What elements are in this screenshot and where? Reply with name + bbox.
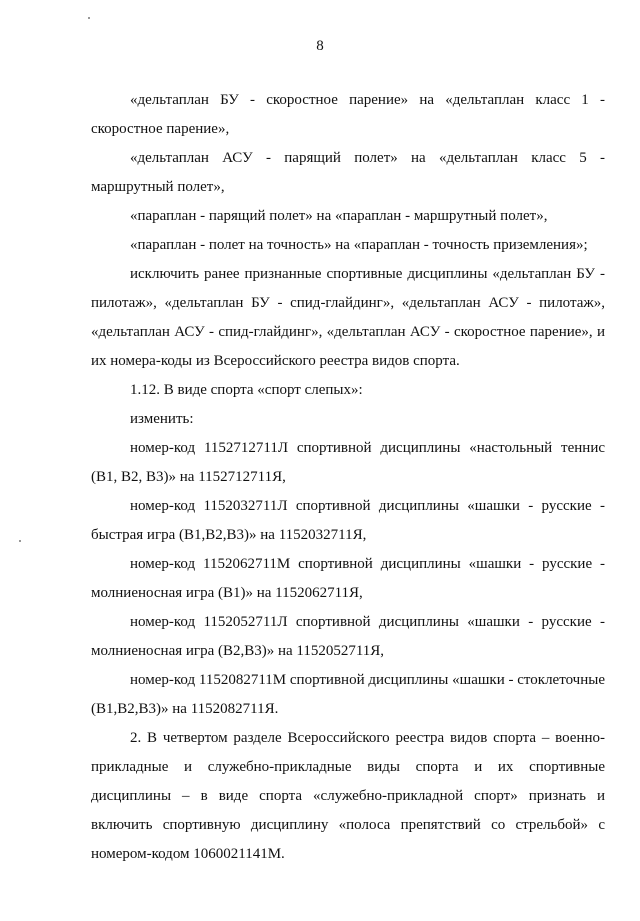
paragraph-table-tennis-code: номер-код 1152712711Л спортивной дисциплины «настольный теннис (В1, В2, В3)» на 1152712711Я,	[91, 440, 605, 485]
paragraph-paraglider-accuracy: «параплан - полет на точность» на «параплан - точность приземления»;	[130, 237, 588, 253]
paragraph-checkers-100-code: номер-код 1152082711М спортивной дисциплины «шашки - стоклеточные (В1,В2,В3)» на 1152082711Я.	[91, 672, 605, 717]
paragraph-hang-glider-asu: «дельтаплан АСУ - парящий полет» на «дельтаплан класс 5 - маршрутный полет»,	[91, 150, 605, 195]
paragraph-section-1-12: 1.12. В виде спорта «спорт слепых»:	[130, 382, 363, 398]
paragraph-checkers-lightning-b1-code: номер-код 1152062711М спортивной дисциплины «шашки - русские - молниеносная игра (В1)» на 1152062711Я,	[91, 556, 605, 601]
page-number: 8	[316, 38, 324, 54]
paragraph-checkers-fast-code: номер-код 1152032711Л спортивной дисциплины «шашки - русские - быстрая игра (В1,В2,В3)» на 1152032711Я,	[91, 498, 605, 543]
paragraph-exclude-disciplines: исключить ранее признанные спортивные дисциплины «дельтаплан БУ - пилотаж», «дельтаплан БУ - спид-глайдинг», «дельтаплан АСУ - пилотаж», «дельтаплан АСУ - спид-глайдинг», «дельтаплан АСУ - скоростное парение», и их номера-коды из Всероссийского реестра видов спорта.	[91, 266, 605, 369]
paragraph-change: изменить:	[130, 411, 194, 427]
paragraph-hang-glider-bu: «дельтаплан БУ - скоростное парение» на «дельтаплан класс 1 - скоростное парение»,	[91, 92, 605, 137]
scan-speck	[19, 540, 21, 542]
scan-speck	[88, 17, 90, 19]
paragraph-section-2: 2. В четвертом разделе Всероссийского реестра видов спорта – военно-прикладные и служебно-прикладные виды спорта и их спортивные дисциплины – в виде спорта «служебно-прикладной спорт» признать и включить спортивную дисциплину «полоса препятствий со стрельбой» с номером-кодом 1060021141М.	[91, 730, 605, 862]
document-body	[91, 86, 605, 869]
paragraph-paraglider-soaring: «параплан - парящий полет» на «параплан - маршрутный полет»,	[130, 208, 548, 224]
paragraph-checkers-lightning-b2b3-code: номер-код 1152052711Л спортивной дисциплины «шашки - русские - молниеносная игра (В2,В3)» на 1152052711Я,	[91, 614, 605, 659]
